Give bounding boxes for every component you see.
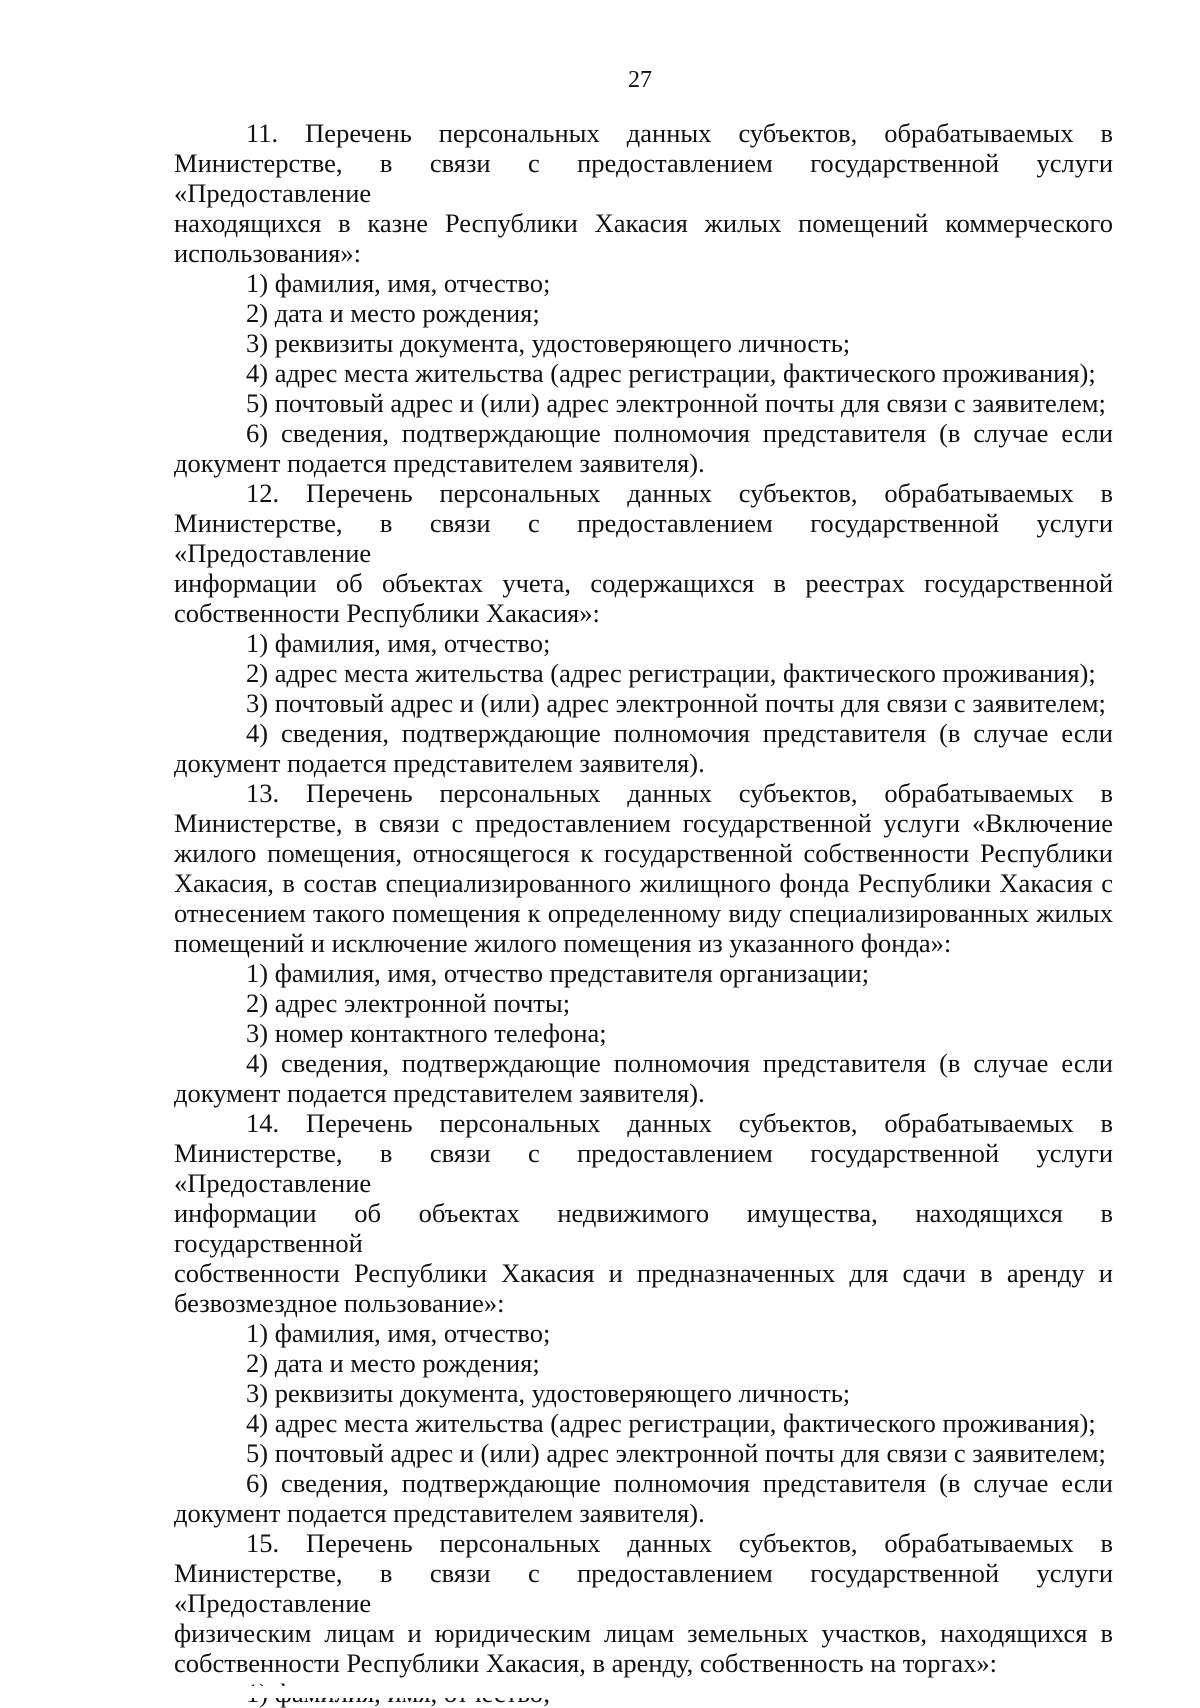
list-item: 5) почтовый адрес и (или) адрес электронной почты для связи с заявителем;	[246, 1438, 1106, 1468]
list-item-continuation: документ подается представителем заявителя).	[174, 1498, 705, 1528]
section-intro-line: отнесением такого помещения к определенному виду специализированных жилых	[174, 898, 1113, 928]
section-intro-line: информации об объектах учета, содержащихся в реестрах государственной	[174, 568, 1113, 598]
list-item: 1) фамилия, имя, отчество;	[246, 1318, 551, 1348]
section-intro-line: Министерстве, в связи с предоставлением государственной услуги «Предоставление	[174, 508, 1113, 568]
list-item: 6) сведения, подтверждающие полномочия представителя (в случае если	[246, 1468, 1113, 1498]
section-intro-line: информации об объектах недвижимого имущества, находящихся в государственной	[174, 1198, 1113, 1258]
list-item: 4) адрес места жительства (адрес регистрации, фактического проживания);	[246, 358, 1096, 388]
section-intro-line: собственности Республики Хакасия»:	[174, 598, 600, 628]
section-intro-line: жилого помещения, относящегося к государственной собственности Республики	[174, 838, 1113, 868]
list-item-continuation: документ подается представителем заявителя).	[174, 448, 705, 478]
list-item: 2) дата и место рождения;	[246, 298, 540, 328]
list-item: 2) дата и место рождения;	[246, 1348, 540, 1378]
list-item: 3) почтовый адрес и (или) адрес электронной почты для связи с заявителем;	[246, 688, 1106, 718]
page-number: 27	[628, 67, 652, 93]
list-item: 2) адрес электронной почты;	[246, 988, 571, 1018]
section-intro-line: физическим лицам и юридическим лицам земельных участков, находящихся в	[174, 1618, 1113, 1648]
section-intro-line: Хакасия, в состав специализированного жилищного фонда Республики Хакасия с	[174, 868, 1113, 898]
section-intro-line: использования»:	[174, 238, 361, 268]
section-intro-line: собственности Республики Хакасия, в аренду, собственность на торгах»:	[174, 1648, 997, 1678]
list-item: 3) реквизиты документа, удостоверяющего личность;	[246, 1378, 851, 1408]
section-intro-line: Министерстве, в связи с предоставлением государственной услуги «Предоставление	[174, 1558, 1113, 1618]
section-intro-line: Министерстве, в связи с предоставлением государственной услуги «Предоставление	[174, 1138, 1113, 1198]
document-body	[174, 118, 1113, 1708]
list-item: 4) сведения, подтверждающие полномочия представителя (в случае если	[246, 718, 1113, 748]
section-intro-line: Министерстве, в связи с предоставлением государственной услуги «Предоставление	[174, 148, 1113, 208]
section-intro-line: собственности Республики Хакасия и предназначенных для сдачи в аренду и	[174, 1258, 1113, 1288]
list-item: 1) фамилия, имя, отчество;	[246, 628, 551, 658]
section-intro-line: 14. Перечень персональных данных субъектов, обрабатываемых в	[246, 1108, 1113, 1138]
list-item-continuation: документ подается представителем заявителя).	[174, 748, 705, 778]
section-intro-line: 13. Перечень персональных данных субъектов, обрабатываемых в	[246, 778, 1113, 808]
list-item: 3) номер контактного телефона;	[246, 1018, 607, 1048]
list-item: 4) сведения, подтверждающие полномочия представителя (в случае если	[246, 1048, 1113, 1078]
section-intro-line: Министерстве, в связи с предоставлением государственной услуги «Включение	[174, 808, 1113, 838]
section-intro-line: 11. Перечень персональных данных субъектов, обрабатываемых в	[246, 118, 1113, 148]
list-item: 6) сведения, подтверждающие полномочия представителя (в случае если	[246, 418, 1113, 448]
list-item: 4) адрес места жительства (адрес регистрации, фактического проживания);	[246, 1408, 1096, 1438]
list-item: 1) фамилия, имя, отчество представителя организации;	[246, 958, 870, 988]
section-intro-line: 12. Перечень персональных данных субъектов, обрабатываемых в	[246, 478, 1113, 508]
section-intro-line: помещений и исключение жилого помещения из указанного фонда»:	[174, 928, 952, 958]
list-item: 3) реквизиты документа, удостоверяющего личность;	[246, 328, 851, 358]
section-intro-line: безвозмездное пользование»:	[174, 1288, 505, 1318]
section-intro-line: 15. Перечень персональных данных субъектов, обрабатываемых в	[246, 1528, 1113, 1558]
list-item: 1) фамилия, имя, отчество;	[246, 268, 551, 298]
list-item-continuation: документ подается представителем заявителя).	[174, 1078, 705, 1108]
page-bottom-edge	[0, 1686, 1200, 1698]
list-item: 2) адрес места жительства (адрес регистрации, фактического проживания);	[246, 658, 1096, 688]
section-intro-line: находящихся в казне Республики Хакасия жилых помещений коммерческого	[174, 208, 1113, 238]
list-item: 5) почтовый адрес и (или) адрес электронной почты для связи с заявителем;	[246, 388, 1106, 418]
